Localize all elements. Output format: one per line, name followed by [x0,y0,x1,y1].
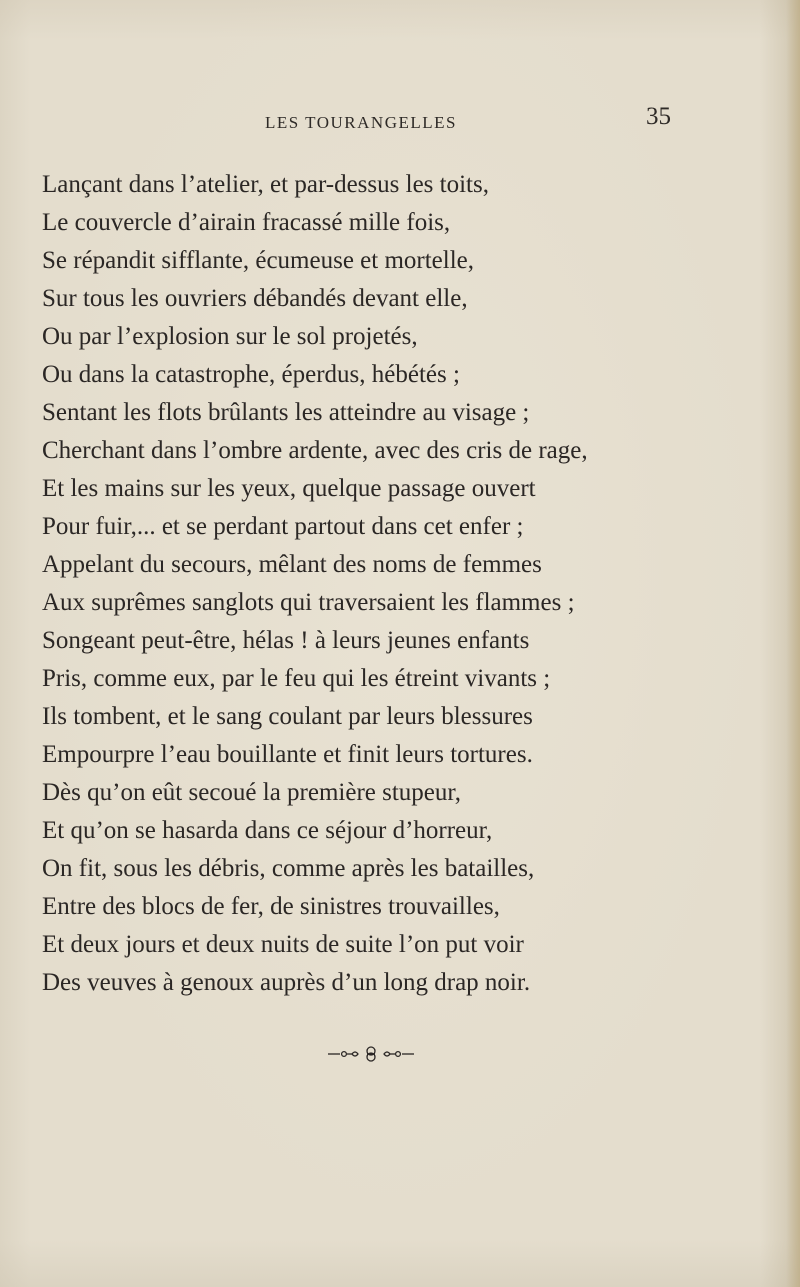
verse-line: Dès qu’on eût secoué la première stupeur, [42,779,461,806]
verse-line: Pris, comme eux, par le feu qui les étreint vivants ; [42,665,551,692]
verse-line: Se répandit sifflante, écumeuse et mortelle, [42,247,475,274]
verse-line: Songeant peut-être, hélas ! à leurs jeunes enfants [42,627,530,654]
verse-line: Et deux jours et deux nuits de suite l’on put voir [42,931,524,958]
verse-line: Des veuves à genoux auprès d’un long drap noir. [42,969,531,996]
verse-line: Le couvercle d’airain fracassé mille fois, [42,209,451,236]
verse-line: On fit, sous les débris, comme après les batailles, [42,855,535,882]
page-number: 35 [646,103,671,130]
verse-line: Entre des blocs de fer, de sinistres trouvailles, [42,893,500,920]
stanza-1 [42,166,588,774]
verse-line: Empourpre l’eau bouillante et finit leurs tortures. [42,741,533,768]
verse-line: Cherchant dans l’ombre ardente, avec des cris de rage, [42,437,588,464]
page-edge-shadow [786,0,800,1287]
fleuron-ornament-icon [326,1044,416,1064]
verse-line: Et les mains sur les yeux, quelque passage ouvert [42,475,536,502]
running-title: LES TOURANGELLES [265,113,457,132]
stanza-2 [42,774,534,1002]
verse-line: Aux suprêmes sanglots qui traversaient les flammes ; [42,589,575,616]
verse-line: Ou par l’explosion sur le sol projetés, [42,323,418,350]
verse-line: Pour fuir,... et se perdant partout dans cet enfer ; [42,513,524,540]
verse-line: Sur tous les ouvriers débandés devant elle, [42,285,468,312]
verse-line: Appelant du secours, mêlant des noms de femmes [42,551,542,578]
verse-line: Et qu’on se hasarda dans ce séjour d’horreur, [42,817,493,844]
verse-line: Ou dans la catastrophe, éperdus, hébétés ; [42,361,460,388]
verse-line: Lançant dans l’atelier, et par-dessus les toits, [42,171,489,198]
verse-line: Sentant les flots brûlants les atteindre au visage ; [42,399,530,426]
verse-line: Ils tombent, et le sang coulant par leurs blessures [42,703,533,730]
